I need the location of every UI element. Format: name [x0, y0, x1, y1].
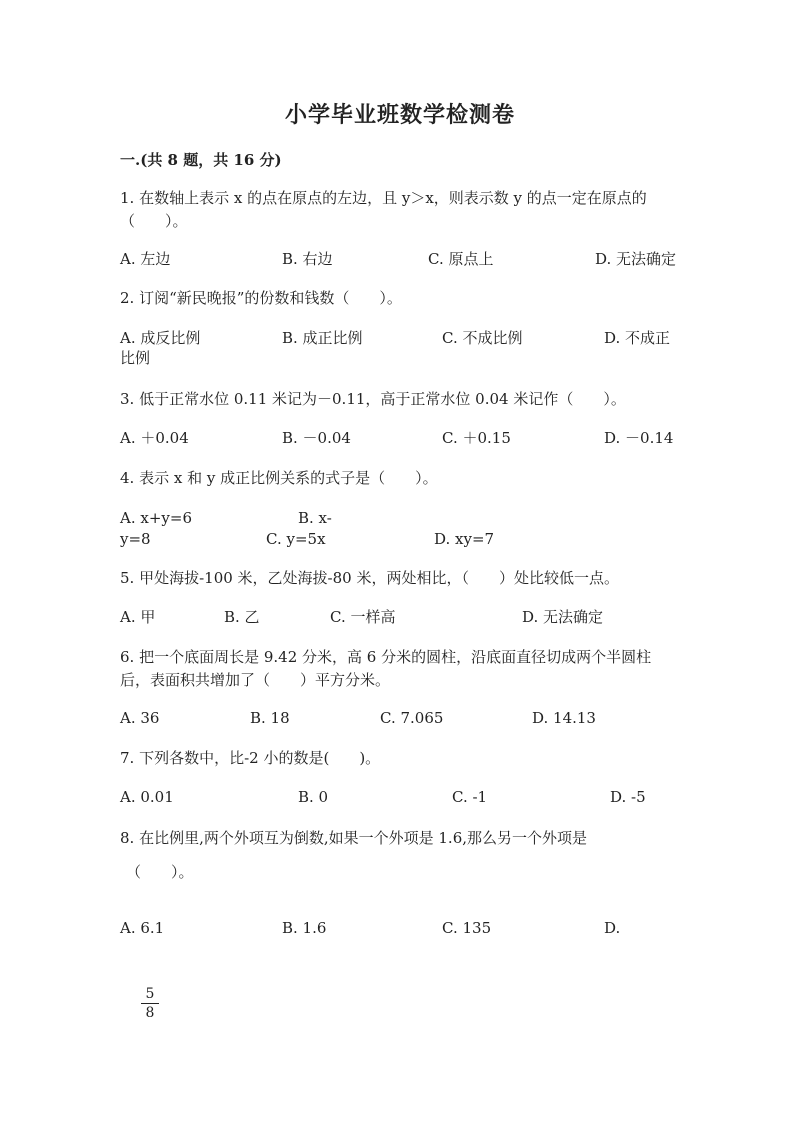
question-5-line-1: 5. 甲处海拔-100 米，乙处海拔-80 米，两处相比，（ ）处比较低一点。 — [120, 569, 619, 587]
question-6-option-b: B. 18 — [250, 709, 290, 727]
question-4-line-1: 4. 表示 x 和 y 成正比例关系的式子是（ ）。 — [120, 469, 438, 487]
question-4-option-b-wrap: y=8 — [120, 530, 151, 548]
question-6-option-c: C. 7.065 — [380, 709, 444, 727]
question-1-line-2: （ ）。 — [120, 212, 188, 230]
question-1-line-1: 1. 在数轴上表示 x 的点在原点的左边，且 y＞x，则表示数 y 的点一定在原点的 — [120, 189, 647, 207]
question-8-option-b: B. 1.6 — [282, 919, 327, 937]
question-1-option-b: B. 右边 — [282, 250, 333, 268]
question-3-option-a: A. ＋0.04 — [120, 429, 189, 447]
question-4-option-b: B. x- — [298, 509, 332, 527]
question-4-option-a: A. x+y=6 — [120, 509, 192, 527]
question-6-line-1: 6. 把一个底面周长是 9.42 分米，高 6 分米的圆柱，沿底面直径切成两个半圆柱 — [120, 648, 652, 666]
question-4-option-c: C. y=5x — [266, 530, 326, 548]
fraction-numerator: 5 — [145, 986, 155, 1002]
question-5-option-a: A. 甲 — [120, 608, 156, 626]
question-3-option-b: B. －0.04 — [282, 429, 351, 447]
fraction-bar — [141, 1003, 159, 1004]
question-7-option-a: A. 0.01 — [120, 788, 174, 806]
question-8-line-2: （ ）。 — [126, 863, 194, 881]
question-2-option-d-wrap: 比例 — [120, 349, 151, 367]
question-5-option-d: D. 无法确定 — [522, 608, 604, 626]
question-7-line-1: 7. 下列各数中，比-2 小的数是( )。 — [120, 749, 381, 767]
section-heading: 一.(共 8 题，共 16 分) — [120, 151, 282, 169]
question-7-option-b: B. 0 — [298, 788, 329, 806]
question-2-line-1: 2. 订阅“新民晚报”的份数和钱数（ ）。 — [120, 289, 402, 307]
question-2-option-c: C. 不成比例 — [442, 329, 523, 347]
question-1-option-a: A. 左边 — [120, 250, 171, 268]
question-8-option-c: C. 135 — [442, 919, 492, 937]
question-2-option-a: A. 成反比例 — [120, 329, 201, 347]
question-3-option-d: D. －0.14 — [604, 429, 674, 447]
question-6-option-d: D. 14.13 — [532, 709, 596, 727]
question-2-option-d: D. 不成正 — [604, 329, 671, 347]
question-1-option-c: C. 原点上 — [428, 250, 494, 268]
question-2-option-b: B. 成正比例 — [282, 329, 363, 347]
question-4-option-d: D. xy=7 — [434, 530, 495, 548]
question-6-line-2: 后，表面积共增加了（ ）平方分米。 — [120, 671, 391, 689]
question-8-line-1: 8. 在比例里,两个外项互为倒数,如果一个外项是 1.6,那么另一个外项是 — [120, 829, 588, 847]
question-1-option-d: D. 无法确定 — [595, 250, 677, 268]
question-3-option-c: C. ＋0.15 — [442, 429, 511, 447]
fraction-five-eighths — [140, 986, 160, 1021]
question-8-option-d: D. — [604, 919, 621, 937]
question-3-line-1: 3. 低于正常水位 0.11 米记为－0.11，高于正常水位 0.04 米记作（ ）。 — [120, 390, 626, 408]
question-5-option-c: C. 一样高 — [330, 608, 396, 626]
fraction-denominator: 8 — [145, 1005, 155, 1021]
question-6-option-a: A. 36 — [120, 709, 160, 727]
page-title: 小学毕业班数学检测卷 — [284, 102, 515, 128]
question-8-option-a: A. 6.1 — [120, 919, 165, 937]
question-7-option-c: C. -1 — [452, 788, 488, 806]
question-5-option-b: B. 乙 — [224, 608, 260, 626]
question-7-option-d: D. -5 — [610, 788, 646, 806]
